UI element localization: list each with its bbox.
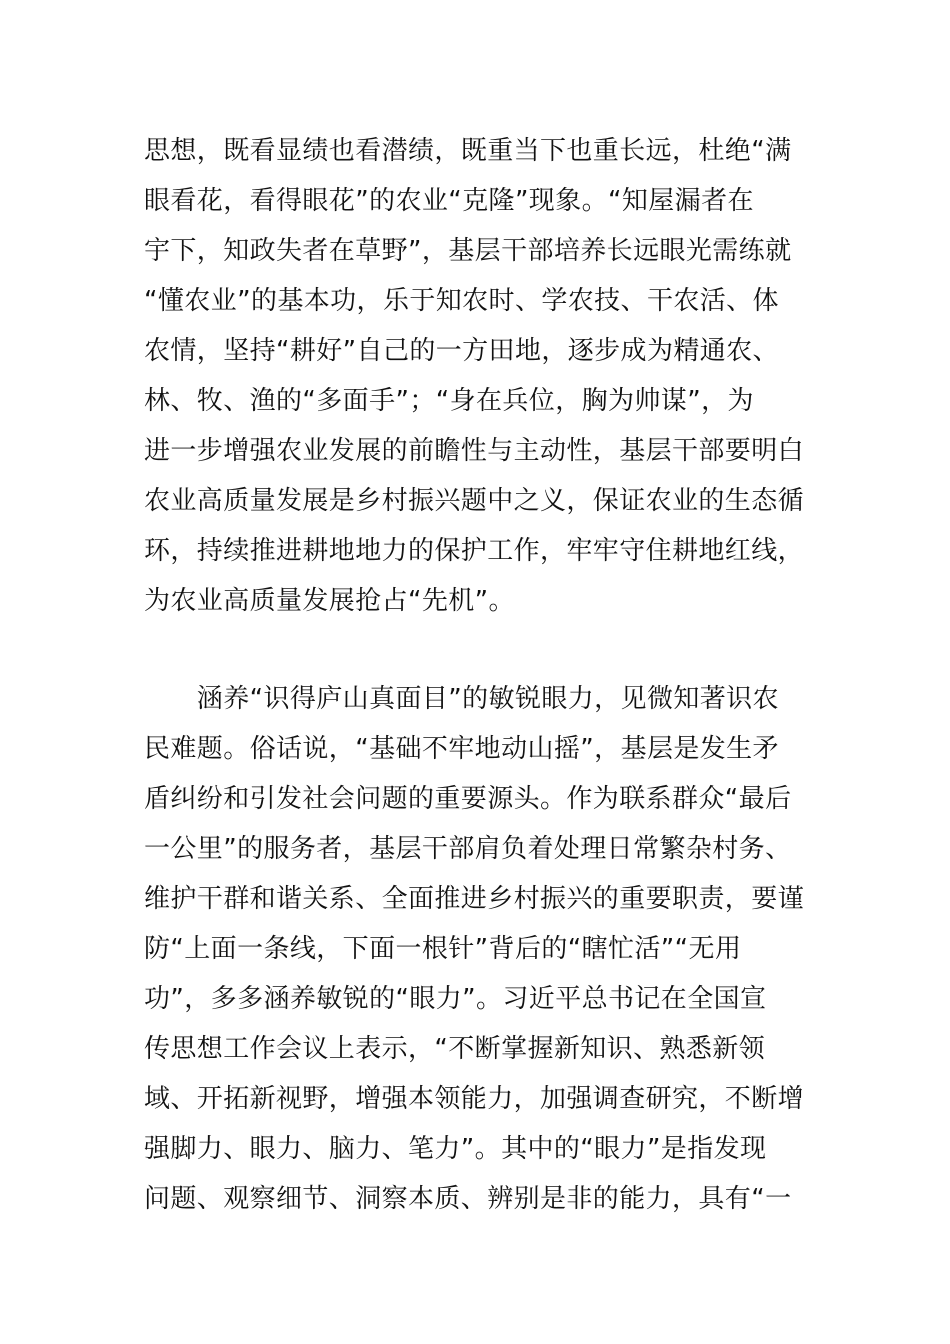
text-line: 传思想工作会议上表示，“不断掌握新知识、熟悉新领 [144, 1034, 766, 1064]
text-line: 涵养“识得庐山真面目”的敏锐眼力，见微知著识农 [144, 684, 779, 714]
text-line: 眼看花，看得眼花”的农业“克隆”现象。“知屋漏者在 [144, 186, 754, 216]
text-line: 防“上面一条线，下面一根针”背后的“瞎忙活”“无用 [144, 934, 742, 964]
text-line: 进一步增强农业发展的前瞻性与主动性，基层干部要明白 [144, 436, 805, 466]
text-line: 林、牧、渔的“多面手”；“身在兵位，胸为帅谋”，为 [144, 386, 754, 416]
text-line: 功”，多多涵养敏锐的“眼力”。习近平总书记在全国宣 [144, 984, 767, 1014]
text-line: 一公里”的服务者，基层干部肩负着处理日常繁杂村务、 [144, 834, 792, 864]
text-line: 盾纠纷和引发社会问题的重要源头。作为联系群众“最后 [144, 784, 792, 814]
paragraph-1 [144, 126, 824, 626]
text-line: 维护干群和谐关系、全面推进乡村振兴的重要职责，要谨 [144, 884, 805, 914]
text-line: 域、开拓新视野，增强本领能力，加强调查研究，不断增 [144, 1084, 805, 1114]
text-line: 思想，既看显绩也看潜绩，既重当下也重长远，杜绝“满 [144, 136, 792, 166]
text-line: 强脚力、眼力、脑力、笔力”。其中的“眼力”是指发现 [144, 1134, 767, 1164]
text-line: 民难题。俗话说，“基础不牢地动山摇”，基层是发生矛 [144, 734, 779, 764]
text-line: 问题、观察细节、洞察本质、辨别是非的能力，具有“一 [144, 1184, 792, 1214]
text-line: 农情，坚持“耕好”自己的一方田地，逐步成为精通农、 [144, 336, 779, 366]
text-line: 宇下，知政失者在草野”，基层干部培养长远眼光需练就 [144, 236, 792, 266]
paragraph-2 [144, 674, 824, 1224]
text-line: 环，持续推进耕地地力的保护工作，牢牢守住耕地红线， [144, 536, 805, 566]
text-line: “懂农业”的基本功，乐于知农时、学农技、干农活、体 [144, 286, 779, 316]
text-line: 为农业高质量发展抢占“先机”。 [144, 586, 515, 616]
text-line: 农业高质量发展是乡村振兴题中之义，保证农业的生态循 [144, 486, 805, 516]
